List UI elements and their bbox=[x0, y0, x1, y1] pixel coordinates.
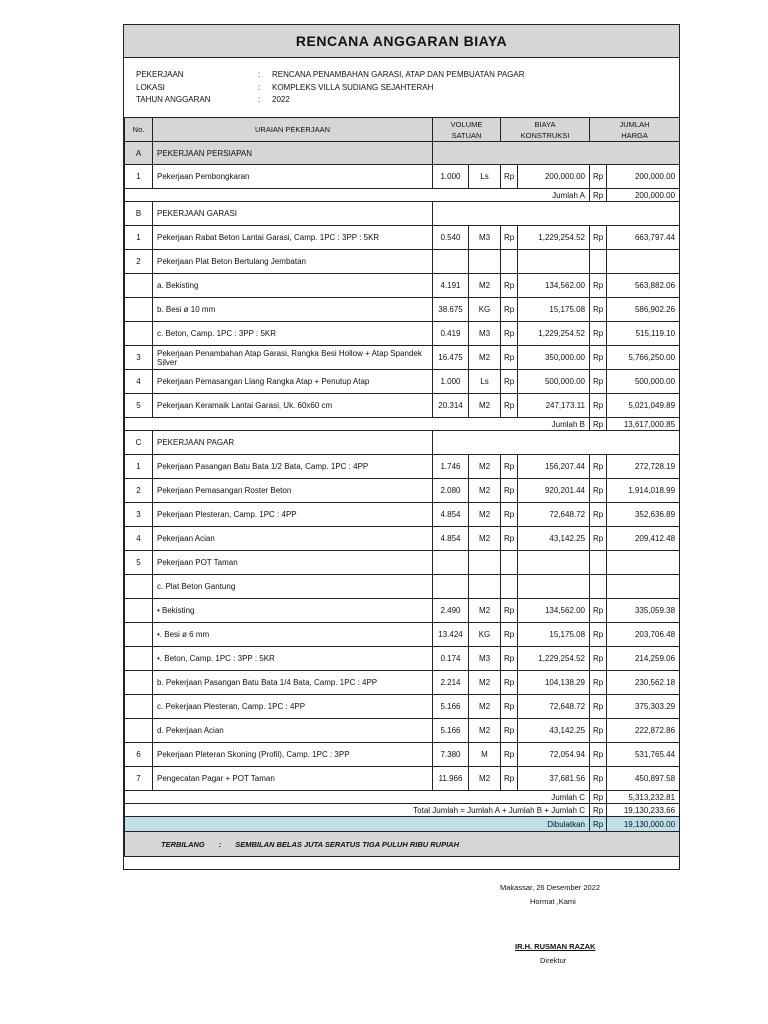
info-value: RENCANA PENAMBAHAN GARASI, ATAP DAN PEMBUATAN PAGAR bbox=[272, 70, 525, 79]
row-unit-cost: 72,648.72 bbox=[518, 695, 590, 719]
info-row-pekerjaan bbox=[136, 69, 525, 82]
table-row bbox=[125, 226, 680, 250]
header-biaya-konstruksi bbox=[501, 118, 590, 142]
subtotal-label: Jumlah A bbox=[125, 189, 590, 202]
header-no: No. bbox=[125, 118, 153, 142]
row-unit: M2 bbox=[469, 695, 501, 719]
subtotal-row bbox=[125, 418, 680, 431]
row-volume: 0.174 bbox=[433, 647, 469, 671]
row-description: d. Pekerjaan Acian bbox=[153, 719, 433, 743]
row-unit: M2 bbox=[469, 719, 501, 743]
row-unit: M2 bbox=[469, 599, 501, 623]
signature-name: IR.H. RUSMAN RAZAK bbox=[515, 942, 596, 951]
row-unit-cost: 43,142.25 bbox=[518, 527, 590, 551]
row-currency: Rp bbox=[501, 346, 518, 370]
row-currency: Rp bbox=[501, 767, 518, 791]
row-total: 500,000.00 bbox=[607, 370, 680, 394]
row-description: b. Besi ø 10 mm bbox=[153, 298, 433, 322]
row-unit: M3 bbox=[469, 322, 501, 346]
terbilang-text: SEMBILAN BELAS JUTA SERATUS TIGA PULUH RIBU RUPIAH bbox=[235, 839, 460, 849]
row-total bbox=[607, 575, 680, 599]
row-unit-cost: 15,175.08 bbox=[518, 623, 590, 647]
row-currency: Rp bbox=[501, 647, 518, 671]
row-currency: Rp bbox=[501, 479, 518, 503]
signature-position: Direktur bbox=[540, 956, 567, 965]
row-number bbox=[125, 695, 153, 719]
subtotal-value: 200,000.00 bbox=[607, 189, 680, 202]
row-number: 5 bbox=[125, 394, 153, 418]
row-unit-cost: 350,000.00 bbox=[518, 346, 590, 370]
row-currency: Rp bbox=[590, 623, 607, 647]
row-currency: Rp bbox=[590, 189, 607, 202]
row-total: 352,636.89 bbox=[607, 503, 680, 527]
row-currency: Rp bbox=[590, 322, 607, 346]
row-total: 563,882.06 bbox=[607, 274, 680, 298]
header-biaya: BIAYA bbox=[534, 119, 556, 129]
row-total: 531,765.44 bbox=[607, 743, 680, 767]
row-description: Pekerjaan Pleteran Skoning (Profil), Camp. 1PC : 3PP bbox=[153, 743, 433, 767]
row-unit: Ls bbox=[469, 165, 501, 189]
row-volume: 5.166 bbox=[433, 695, 469, 719]
row-description: Pekerjaan Plesteran, Camp. 1PC : 4PP bbox=[153, 503, 433, 527]
row-volume: 0.419 bbox=[433, 322, 469, 346]
table-row bbox=[125, 479, 680, 503]
row-number bbox=[125, 719, 153, 743]
row-unit: M3 bbox=[469, 226, 501, 250]
row-volume: 4.191 bbox=[433, 274, 469, 298]
budget-table bbox=[124, 117, 680, 857]
row-unit-cost: 134,562.00 bbox=[518, 599, 590, 623]
row-currency: Rp bbox=[590, 503, 607, 527]
row-number: 1 bbox=[125, 226, 153, 250]
header-jumlah: JUMLAH bbox=[619, 119, 650, 129]
row-currency: Rp bbox=[590, 298, 607, 322]
row-currency: Rp bbox=[590, 346, 607, 370]
table-row bbox=[125, 575, 680, 599]
row-unit-cost: 37,681.56 bbox=[518, 767, 590, 791]
table-row bbox=[125, 250, 680, 274]
header-uraian: URAIAN PEKERJAAN bbox=[153, 118, 433, 142]
section-title: PEKERJAAN GARASI bbox=[153, 202, 433, 226]
row-currency: Rp bbox=[590, 671, 607, 695]
row-unit-cost: 15,175.08 bbox=[518, 298, 590, 322]
row-description: Pekerjaan Acian bbox=[153, 527, 433, 551]
section-title: PEKERJAAN PAGAR bbox=[153, 431, 433, 455]
row-unit: M2 bbox=[469, 503, 501, 527]
table-row bbox=[125, 719, 680, 743]
row-unit bbox=[469, 575, 501, 599]
table-row bbox=[125, 647, 680, 671]
row-currency: Rp bbox=[590, 695, 607, 719]
row-currency: Rp bbox=[590, 479, 607, 503]
subtotal-row bbox=[125, 791, 680, 804]
table-row bbox=[125, 394, 680, 418]
header-volume-satuan bbox=[433, 118, 501, 142]
info-row-tahun-anggaran bbox=[136, 94, 525, 107]
row-unit-cost: 104,138.29 bbox=[518, 671, 590, 695]
row-volume: 0.540 bbox=[433, 226, 469, 250]
row-total: 209,412.48 bbox=[607, 527, 680, 551]
subtotal-label: Jumlah B bbox=[125, 418, 590, 431]
row-volume: 1.746 bbox=[433, 455, 469, 479]
row-number: 1 bbox=[125, 165, 153, 189]
row-unit-cost: 1,229,254.52 bbox=[518, 322, 590, 346]
section-row bbox=[125, 202, 680, 226]
table-row bbox=[125, 165, 680, 189]
row-number: 5 bbox=[125, 551, 153, 575]
row-currency bbox=[590, 551, 607, 575]
row-description: c. Plat Beton Gantung bbox=[153, 575, 433, 599]
row-currency: Rp bbox=[501, 623, 518, 647]
header-harga: HARGA bbox=[621, 130, 648, 140]
row-number: 3 bbox=[125, 346, 153, 370]
table-row bbox=[125, 743, 680, 767]
row-currency: Rp bbox=[590, 743, 607, 767]
row-volume: 4.854 bbox=[433, 503, 469, 527]
row-currency: Rp bbox=[501, 599, 518, 623]
header-satuan: SATUAN bbox=[451, 130, 482, 140]
row-currency: Rp bbox=[590, 791, 607, 804]
row-currency: Rp bbox=[501, 226, 518, 250]
table-row bbox=[125, 503, 680, 527]
row-volume: 4.854 bbox=[433, 527, 469, 551]
info-key: LOKASI bbox=[136, 82, 165, 92]
row-total bbox=[607, 250, 680, 274]
row-currency: Rp bbox=[590, 767, 607, 791]
row-unit: KG bbox=[469, 623, 501, 647]
subtotal-label: Jumlah C bbox=[125, 791, 590, 804]
row-total: 5,766,250.00 bbox=[607, 346, 680, 370]
row-currency: Rp bbox=[501, 671, 518, 695]
row-total: 5,021,049.89 bbox=[607, 394, 680, 418]
row-currency: Rp bbox=[501, 322, 518, 346]
row-currency bbox=[590, 575, 607, 599]
signature-greeting: Hormat ,Kami bbox=[530, 897, 576, 906]
row-description: Pekerjaan Pemasangan Roster Beton bbox=[153, 479, 433, 503]
row-currency: Rp bbox=[501, 370, 518, 394]
row-number bbox=[125, 274, 153, 298]
row-volume: 16.475 bbox=[433, 346, 469, 370]
row-number: 7 bbox=[125, 767, 153, 791]
row-volume: 2.214 bbox=[433, 671, 469, 695]
row-volume: 13.424 bbox=[433, 623, 469, 647]
row-currency: Rp bbox=[590, 817, 607, 832]
row-currency: Rp bbox=[590, 165, 607, 189]
row-currency: Rp bbox=[590, 599, 607, 623]
row-total: 222,872.86 bbox=[607, 719, 680, 743]
row-currency: Rp bbox=[501, 165, 518, 189]
row-currency: Rp bbox=[590, 274, 607, 298]
section-letter: B bbox=[125, 202, 153, 226]
section-empty-cell bbox=[433, 142, 680, 165]
info-value: 2022 bbox=[272, 95, 290, 104]
header-konstruksi: KONSTRUKSI bbox=[520, 130, 570, 140]
row-unit-cost bbox=[518, 575, 590, 599]
row-total: 200,000.00 bbox=[607, 165, 680, 189]
row-unit: M2 bbox=[469, 479, 501, 503]
table-row bbox=[125, 322, 680, 346]
row-currency: Rp bbox=[590, 455, 607, 479]
row-unit-cost: 247,173.11 bbox=[518, 394, 590, 418]
row-unit-cost: 72,054.94 bbox=[518, 743, 590, 767]
row-unit bbox=[469, 250, 501, 274]
row-volume bbox=[433, 551, 469, 575]
row-number bbox=[125, 575, 153, 599]
info-value: KOMPLEKS VILLA SUDIANG SEJAHTERAH bbox=[272, 82, 434, 92]
info-colon: : bbox=[258, 95, 261, 104]
row-currency: Rp bbox=[590, 226, 607, 250]
row-unit-cost: 200,000.00 bbox=[518, 165, 590, 189]
row-currency: Rp bbox=[590, 370, 607, 394]
table-header bbox=[125, 118, 680, 142]
row-number: 4 bbox=[125, 527, 153, 551]
row-unit-cost: 1,229,254.52 bbox=[518, 226, 590, 250]
row-volume: 20.314 bbox=[433, 394, 469, 418]
row-number: 3 bbox=[125, 503, 153, 527]
row-unit: M2 bbox=[469, 394, 501, 418]
row-description: Pekerjaan Penambahan Atap Garasi, Rangka Besi Hollow + Atap Spandek Silver bbox=[153, 346, 433, 370]
info-key: PEKERJAAN bbox=[136, 70, 184, 79]
row-number bbox=[125, 298, 153, 322]
subtotal-value: 13,617,000.85 bbox=[607, 418, 680, 431]
subtotal-value: 19,130,000.00 bbox=[607, 817, 680, 832]
subtotal-row bbox=[125, 804, 680, 817]
row-volume: 1.000 bbox=[433, 370, 469, 394]
row-total: 515,119.10 bbox=[607, 322, 680, 346]
row-description: a. Bekisting bbox=[153, 274, 433, 298]
row-description: Pekerjaan POT Taman bbox=[153, 551, 433, 575]
row-description: Pekerjaan Pembongkaran bbox=[153, 165, 433, 189]
row-unit: KG bbox=[469, 298, 501, 322]
info-colon: : bbox=[258, 70, 261, 79]
row-unit-cost: 43,142.25 bbox=[518, 719, 590, 743]
row-currency: Rp bbox=[590, 394, 607, 418]
row-description: Pengecatan Pagar + POT Taman bbox=[153, 767, 433, 791]
row-total: 214,259.06 bbox=[607, 647, 680, 671]
row-currency: Rp bbox=[501, 503, 518, 527]
row-unit: M2 bbox=[469, 274, 501, 298]
row-description: c. Pekerjaan Plesteran, Camp. 1PC : 4PP bbox=[153, 695, 433, 719]
row-unit: Ls bbox=[469, 370, 501, 394]
row-total: 663,797.44 bbox=[607, 226, 680, 250]
row-unit: M2 bbox=[469, 767, 501, 791]
budget-document bbox=[123, 24, 680, 870]
row-volume bbox=[433, 250, 469, 274]
row-volume: 38.675 bbox=[433, 298, 469, 322]
document-title: RENCANA ANGGARAN BIAYA bbox=[124, 25, 679, 58]
section-letter: A bbox=[125, 142, 153, 165]
row-number: 6 bbox=[125, 743, 153, 767]
row-unit-cost: 500,000.00 bbox=[518, 370, 590, 394]
row-unit-cost: 134,562.00 bbox=[518, 274, 590, 298]
row-total: 335,059.38 bbox=[607, 599, 680, 623]
row-volume: 5.166 bbox=[433, 719, 469, 743]
subtotal-value: 19,130,233.66 bbox=[607, 804, 680, 817]
header-jumlah-harga bbox=[590, 118, 680, 142]
section-title: PEKERJAAN PERSIAPAN bbox=[153, 142, 433, 165]
subtotal-value: 5,313,232.81 bbox=[607, 791, 680, 804]
row-unit: M2 bbox=[469, 346, 501, 370]
table-row bbox=[125, 599, 680, 623]
row-currency: Rp bbox=[501, 527, 518, 551]
table-row bbox=[125, 527, 680, 551]
row-number: 4 bbox=[125, 370, 153, 394]
row-description: c. Beton, Camp. 1PC : 3PP : 5KR bbox=[153, 322, 433, 346]
row-currency: Rp bbox=[501, 274, 518, 298]
subtotal-row bbox=[125, 189, 680, 202]
row-description: •. Beton, Camp. 1PC : 3PP : 5KR bbox=[153, 647, 433, 671]
row-number: 2 bbox=[125, 250, 153, 274]
row-number: 2 bbox=[125, 479, 153, 503]
row-number bbox=[125, 599, 153, 623]
row-total: 1,914,018.99 bbox=[607, 479, 680, 503]
subtotal-label: Total Jumlah = Jumlah A + Jumlah B + Jumlah C bbox=[125, 804, 590, 817]
row-total: 272,728.19 bbox=[607, 455, 680, 479]
row-currency bbox=[501, 551, 518, 575]
row-number bbox=[125, 647, 153, 671]
row-currency: Rp bbox=[501, 719, 518, 743]
row-volume: 2.490 bbox=[433, 599, 469, 623]
row-total: 203,706.48 bbox=[607, 623, 680, 647]
row-unit: M3 bbox=[469, 647, 501, 671]
table-row bbox=[125, 274, 680, 298]
row-number: 1 bbox=[125, 455, 153, 479]
info-key: TAHUN ANGGARAN bbox=[136, 95, 211, 104]
row-currency: Rp bbox=[590, 527, 607, 551]
row-description: Pekerjaan Keramaik Lantai Garasi, Uk. 60x60 cm bbox=[153, 394, 433, 418]
row-description: • Bekisting bbox=[153, 599, 433, 623]
table-row bbox=[125, 370, 680, 394]
row-description: Pekerjaan Pemasangan Llang Rangka Atap + Penutup Atap bbox=[153, 370, 433, 394]
signature-place-date: Makassar, 26 Desember 2022 bbox=[500, 883, 601, 892]
row-description: Pekerjaan Plat Beton Bertulang Jembatan bbox=[153, 250, 433, 274]
table-row bbox=[125, 298, 680, 322]
row-number bbox=[125, 671, 153, 695]
terbilang-label: TERBILANG bbox=[161, 839, 205, 849]
section-empty-cell bbox=[433, 431, 680, 455]
row-currency: Rp bbox=[501, 695, 518, 719]
subtotal-label: Dibulatkan bbox=[125, 817, 590, 832]
row-volume: 2.080 bbox=[433, 479, 469, 503]
row-volume bbox=[433, 575, 469, 599]
row-unit-cost bbox=[518, 250, 590, 274]
row-unit: M2 bbox=[469, 671, 501, 695]
row-unit-cost: 156,207.44 bbox=[518, 455, 590, 479]
info-row-lokasi bbox=[136, 82, 525, 95]
row-number bbox=[125, 322, 153, 346]
row-volume: 1.000 bbox=[433, 165, 469, 189]
table-row bbox=[125, 551, 680, 575]
row-number bbox=[125, 623, 153, 647]
row-total: 586,902.26 bbox=[607, 298, 680, 322]
section-empty-cell bbox=[433, 202, 680, 226]
row-currency: Rp bbox=[590, 418, 607, 431]
table-row bbox=[125, 346, 680, 370]
info-colon: : bbox=[258, 82, 261, 92]
row-unit: M2 bbox=[469, 527, 501, 551]
row-total: 450,897.58 bbox=[607, 767, 680, 791]
row-unit-cost bbox=[518, 551, 590, 575]
row-currency: Rp bbox=[501, 455, 518, 479]
row-description: b. Pekerjaan Pasangan Batu Bata 1/4 Bata, Camp. 1PC : 4PP bbox=[153, 671, 433, 695]
row-total bbox=[607, 551, 680, 575]
row-currency: Rp bbox=[590, 804, 607, 817]
row-currency bbox=[501, 575, 518, 599]
rounded-total-row bbox=[125, 817, 680, 832]
row-volume: 11.966 bbox=[433, 767, 469, 791]
row-description: •. Besi ø 6 mm bbox=[153, 623, 433, 647]
row-unit: M2 bbox=[469, 455, 501, 479]
row-currency: Rp bbox=[501, 394, 518, 418]
row-currency bbox=[590, 250, 607, 274]
row-description: Pekerjaan Rabat Beton Lantai Garasi, Camp. 1PC : 3PP : 5KR bbox=[153, 226, 433, 250]
row-currency: Rp bbox=[590, 719, 607, 743]
terbilang-row bbox=[125, 832, 680, 857]
table-row bbox=[125, 455, 680, 479]
section-letter: C bbox=[125, 431, 153, 455]
row-unit-cost: 1,229,254.52 bbox=[518, 647, 590, 671]
row-unit bbox=[469, 551, 501, 575]
table-row bbox=[125, 767, 680, 791]
header-volume: VOLUME bbox=[450, 119, 483, 129]
row-unit-cost: 72,648.72 bbox=[518, 503, 590, 527]
row-volume: 7.380 bbox=[433, 743, 469, 767]
row-currency: Rp bbox=[501, 298, 518, 322]
table-row bbox=[125, 623, 680, 647]
table-row bbox=[125, 695, 680, 719]
row-total: 230,562.18 bbox=[607, 671, 680, 695]
row-description: Pekerjaan Pasangan Batu Bata 1/2 Bata, Camp. 1PC : 4PP bbox=[153, 455, 433, 479]
row-currency: Rp bbox=[590, 647, 607, 671]
table-row bbox=[125, 671, 680, 695]
row-total: 375,303.29 bbox=[607, 695, 680, 719]
section-row bbox=[125, 431, 680, 455]
terbilang-cell bbox=[125, 832, 680, 857]
project-info bbox=[136, 69, 525, 107]
row-currency: Rp bbox=[501, 743, 518, 767]
terbilang-colon: : bbox=[218, 839, 222, 849]
row-unit-cost: 920,201.44 bbox=[518, 479, 590, 503]
row-unit: M bbox=[469, 743, 501, 767]
section-row bbox=[125, 142, 680, 165]
row-currency bbox=[501, 250, 518, 274]
